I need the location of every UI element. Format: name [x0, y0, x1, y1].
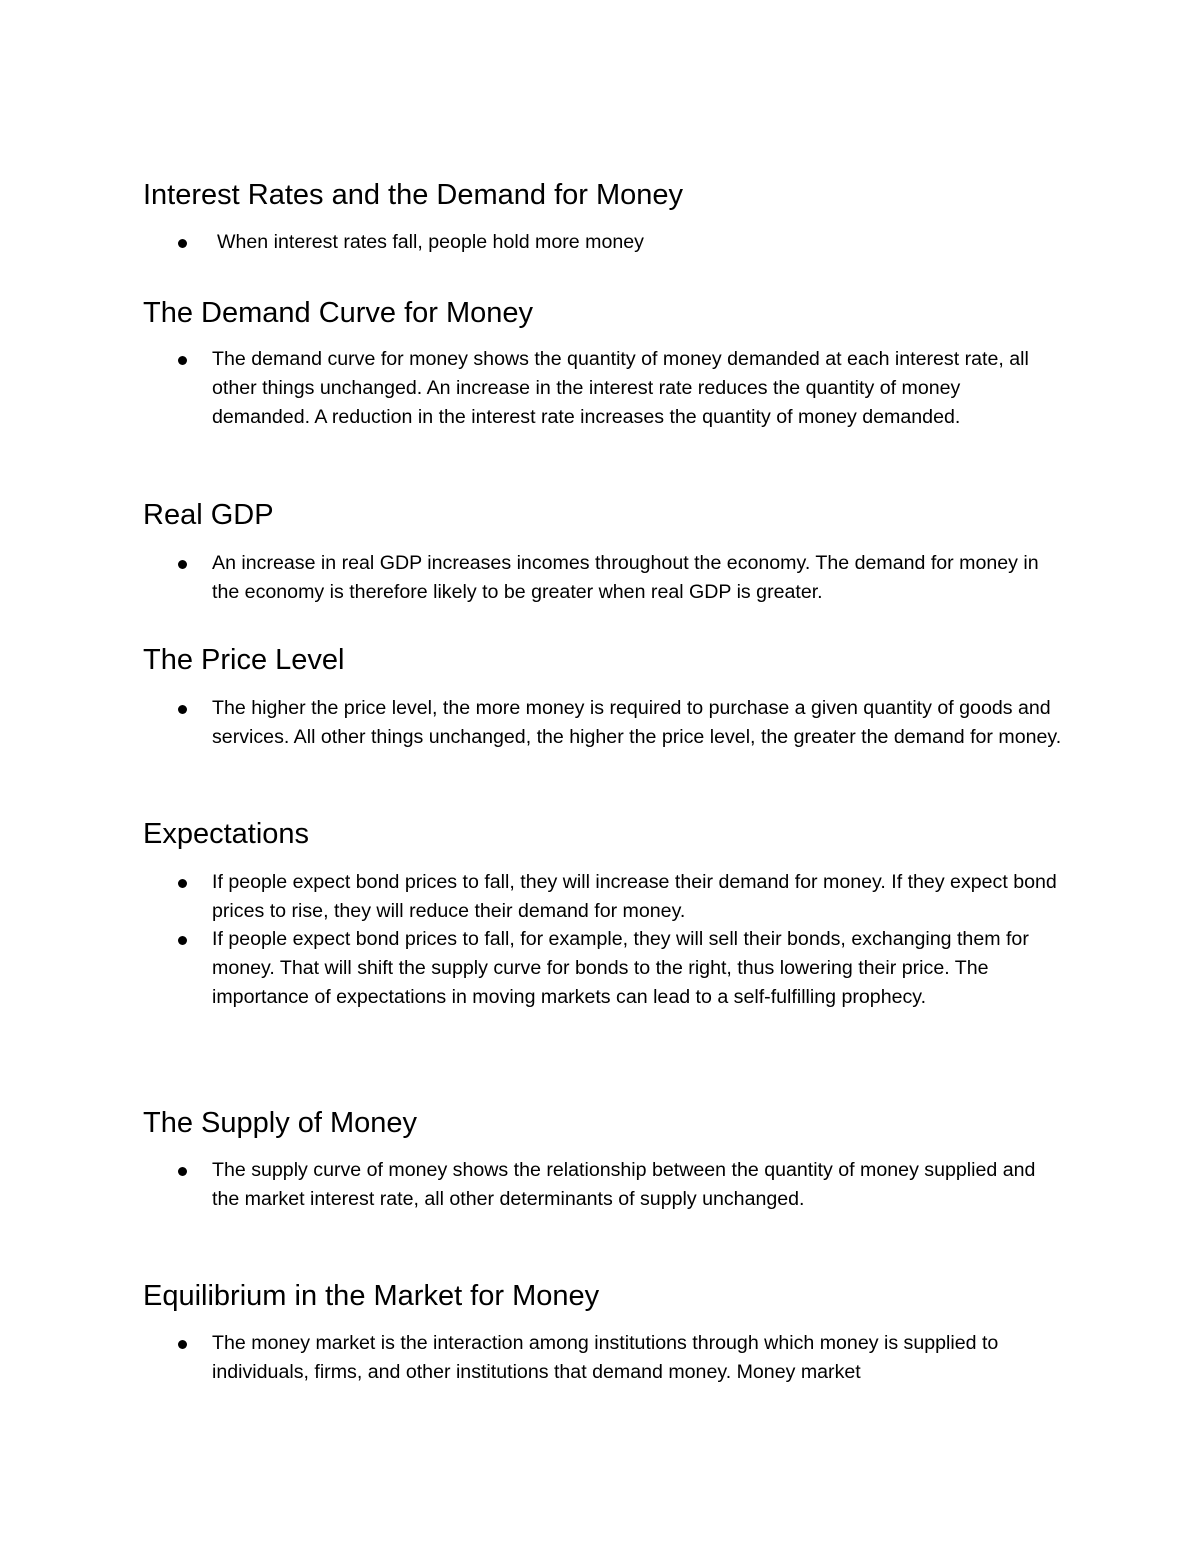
bullet-icon	[178, 936, 187, 945]
bullet-text: The supply curve of money shows the relationship between the quantity of money supplied and the market interest rate, all other determinants of supply unchanged.	[212, 1159, 1036, 1210]
section-heading: The Price Level	[143, 644, 345, 676]
section-heading: Equilibrium in the Market for Money	[143, 1280, 600, 1312]
bullet-text: The higher the price level, the more money is required to purchase a given quantity of goods and services. All other things unchanged, the higher the price level, the greater the demand for money.	[212, 697, 1062, 748]
section-heading: Real GDP	[143, 499, 274, 531]
bullet-text: When interest rates fall, people hold more money	[217, 231, 644, 253]
section-heading: Expectations	[143, 818, 310, 850]
bullet-text: An increase in real GDP increases incomes throughout the economy. The demand for money in the economy is therefore likely to be greater when real GDP is greater.	[212, 552, 1039, 603]
bullet-text: The demand curve for money shows the quantity of money demanded at each interest rate, all other things unchanged. An increase in the interest rate reduces the quantity of money demanded. A reduction in the interest rate increases the quantity of money demanded.	[212, 348, 1029, 428]
bullet-icon	[178, 1340, 187, 1349]
bullet-icon	[178, 560, 187, 569]
bullet-icon	[178, 356, 187, 365]
bullet-text: If people expect bond prices to fall, for example, they will sell their bonds, exchanging them for money. That will shift the supply curve for bonds to the right, thus lowering their price. The importance of expectations in moving markets can lead to a self-fulfilling prophecy.	[212, 928, 1029, 1008]
bullet-text: If people expect bond prices to fall, they will increase their demand for money. If they expect bond prices to rise, they will reduce their demand for money.	[212, 871, 1057, 922]
section-heading: The Demand Curve for Money	[143, 297, 534, 329]
bullet-text: The money market is the interaction among institutions through which money is supplied to individuals, firms, and other institutions that demand money. Money market	[212, 1332, 999, 1383]
section-heading: Interest Rates and the Demand for Money	[143, 179, 684, 211]
bullet-icon	[178, 239, 187, 248]
bullet-icon	[178, 1167, 187, 1176]
bullet-icon	[178, 705, 187, 714]
bullet-icon	[178, 879, 187, 888]
section-heading: The Supply of Money	[143, 1107, 418, 1139]
